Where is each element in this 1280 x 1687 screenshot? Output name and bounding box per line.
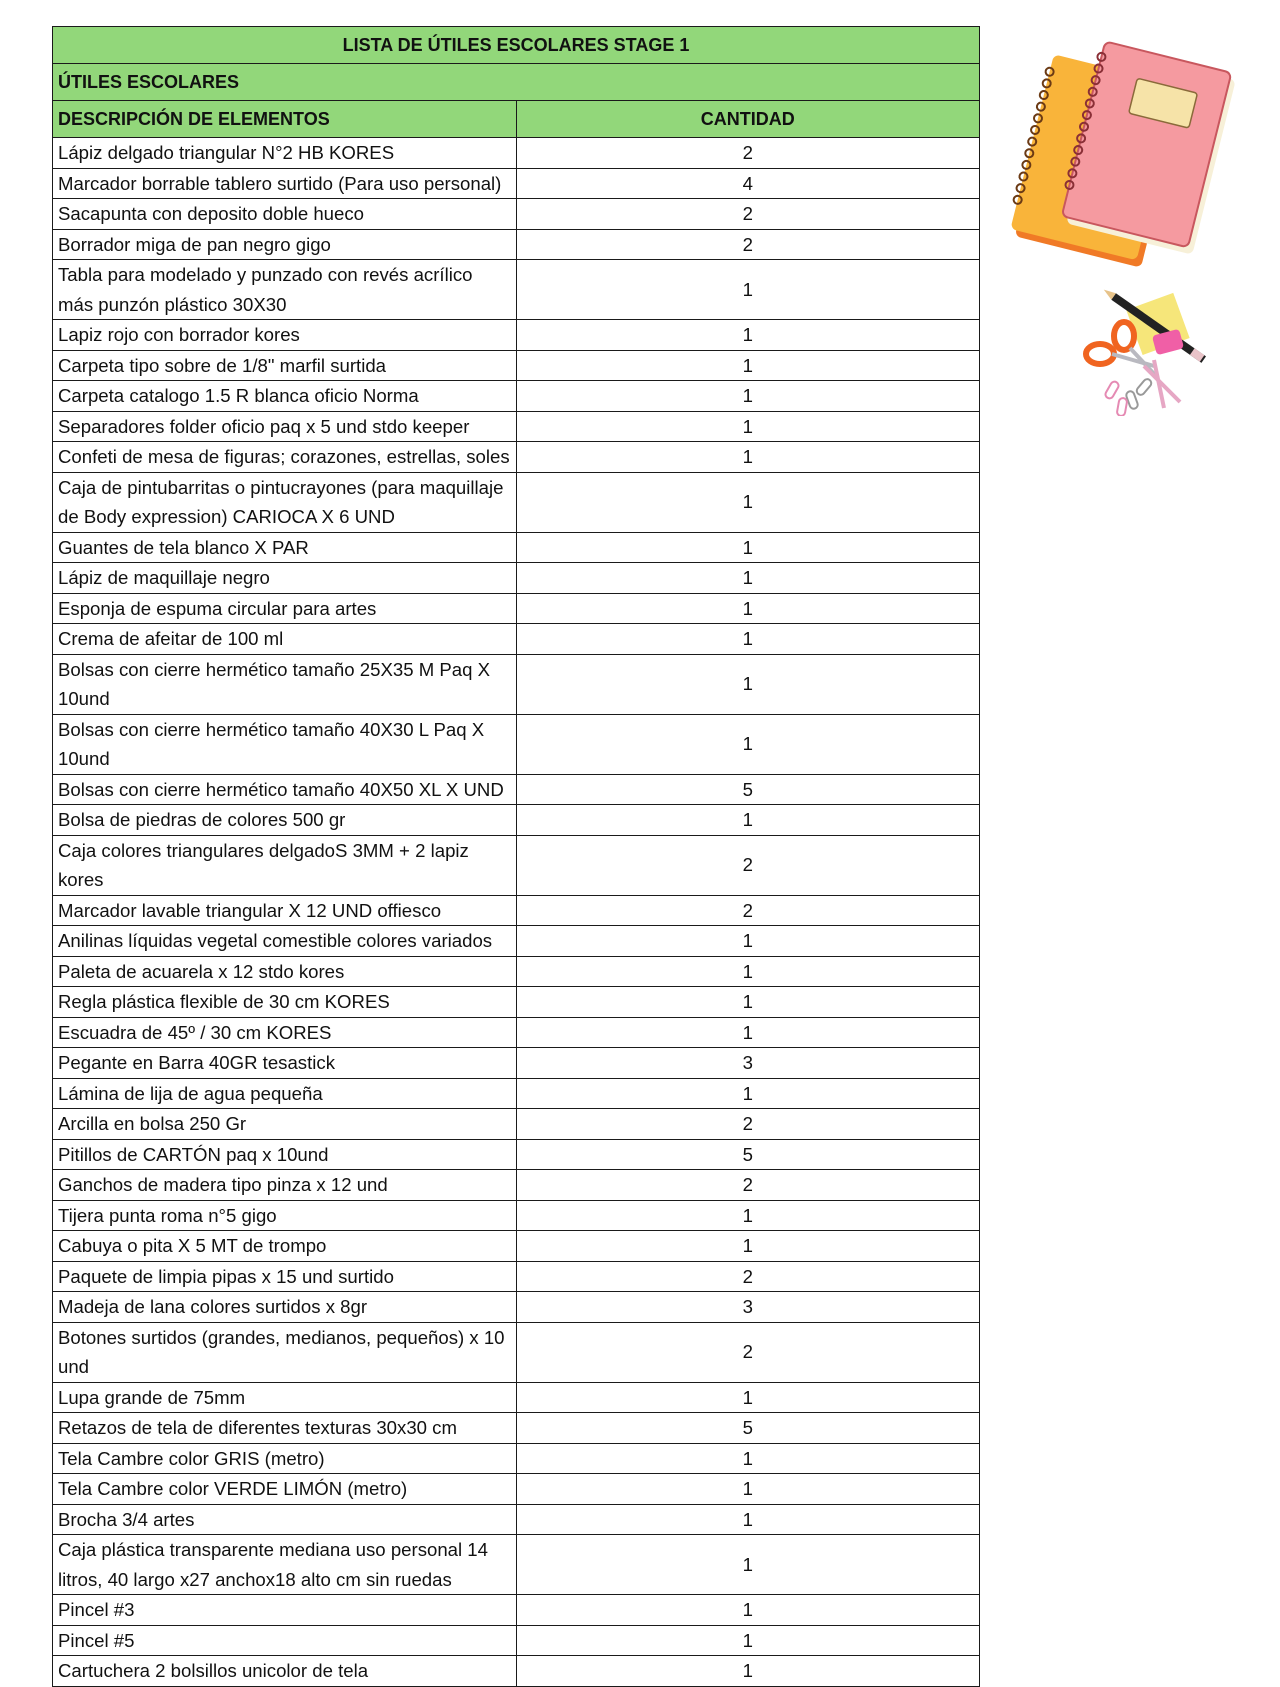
item-description: Tijera punta roma n°5 gigo [53, 1200, 517, 1231]
table-row [53, 1200, 980, 1231]
item-quantity: 1 [516, 654, 980, 714]
item-description: Anilinas líquidas vegetal comestible colores variados [53, 926, 517, 957]
table-row [53, 1078, 980, 1109]
table-row [53, 774, 980, 805]
table-row [53, 1139, 980, 1170]
item-description: Carpeta catalogo 1.5 R blanca oficio Norma [53, 381, 517, 412]
item-description: Lapiz rojo con borrador kores [53, 320, 517, 351]
column-header-row [53, 101, 980, 138]
item-description: Paquete de limpia pipas x 15 und surtido [53, 1261, 517, 1292]
item-quantity: 1 [516, 805, 980, 836]
table-row [53, 624, 980, 655]
table-row [53, 926, 980, 957]
school-supplies-illustration [1004, 36, 1254, 416]
description-column-header: DESCRIPCIÓN DE ELEMENTOS [53, 101, 517, 138]
table-row [53, 442, 980, 473]
item-description: Borrador miga de pan negro gigo [53, 229, 517, 260]
item-quantity: 1 [516, 350, 980, 381]
table-row [53, 1231, 980, 1262]
table-row [53, 1474, 980, 1505]
list-title: LISTA DE ÚTILES ESCOLARES STAGE 1 [53, 27, 980, 64]
item-quantity: 1 [516, 260, 980, 320]
table-row [53, 1413, 980, 1444]
item-quantity: 1 [516, 1382, 980, 1413]
item-description: Lámina de lija de agua pequeña [53, 1078, 517, 1109]
table-row [53, 1382, 980, 1413]
table-row [53, 138, 980, 169]
item-quantity: 1 [516, 593, 980, 624]
item-quantity: 2 [516, 1170, 980, 1201]
item-description: Pincel #3 [53, 1595, 517, 1626]
item-description: Tabla para modelado y punzado con revés acrílico más punzón plástico 30X30 [53, 260, 517, 320]
table-row [53, 987, 980, 1018]
item-quantity: 1 [516, 1504, 980, 1535]
table-row [53, 1109, 980, 1140]
item-description: Tela Cambre color VERDE LIMÓN (metro) [53, 1474, 517, 1505]
item-description: Botones surtidos (grandes, medianos, pequeños) x 10 und [53, 1322, 517, 1382]
item-description: Pegante en Barra 40GR tesastick [53, 1048, 517, 1079]
table-row [53, 714, 980, 774]
table-row [53, 1504, 980, 1535]
item-quantity: 1 [516, 1535, 980, 1595]
supply-list-sheet [52, 26, 980, 1687]
item-description: Lápiz delgado triangular N°2 HB KORES [53, 138, 517, 169]
table-row [53, 472, 980, 532]
item-quantity: 1 [516, 1656, 980, 1687]
item-quantity: 2 [516, 199, 980, 230]
table-row [53, 350, 980, 381]
item-quantity: 2 [516, 835, 980, 895]
item-quantity: 1 [516, 1231, 980, 1262]
item-quantity: 2 [516, 1261, 980, 1292]
item-quantity: 1 [516, 1625, 980, 1656]
table-row [53, 593, 980, 624]
item-quantity: 1 [516, 1078, 980, 1109]
item-quantity: 2 [516, 1322, 980, 1382]
item-quantity: 1 [516, 320, 980, 351]
item-quantity: 2 [516, 229, 980, 260]
table-row [53, 805, 980, 836]
item-description: Crema de afeitar de 100 ml [53, 624, 517, 655]
item-quantity: 2 [516, 895, 980, 926]
item-quantity: 5 [516, 774, 980, 805]
item-description: Carpeta tipo sobre de 1/8" marfil surtida [53, 350, 517, 381]
table-row [53, 532, 980, 563]
table-row [53, 199, 980, 230]
table-row [53, 1261, 980, 1292]
table-row [53, 229, 980, 260]
table-row [53, 1595, 980, 1626]
item-quantity: 5 [516, 1139, 980, 1170]
section-row [53, 64, 980, 101]
item-description: Separadores folder oficio paq x 5 und stdo keeper [53, 411, 517, 442]
item-description: Lupa grande de 75mm [53, 1382, 517, 1413]
item-description: Paleta de acuarela x 12 stdo kores [53, 956, 517, 987]
item-quantity: 1 [516, 442, 980, 473]
table-row [53, 956, 980, 987]
item-description: Bolsas con cierre hermético tamaño 40X30 L Paq X 10und [53, 714, 517, 774]
item-description: Sacapunta con deposito doble hueco [53, 199, 517, 230]
item-description: Caja de pintubarritas o pintucrayones (para maquillaje de Body expression) CARIOCA X 6 UND [53, 472, 517, 532]
section-title: ÚTILES ESCOLARES [53, 64, 980, 101]
item-quantity: 1 [516, 381, 980, 412]
table-row [53, 895, 980, 926]
item-quantity: 5 [516, 1413, 980, 1444]
item-quantity: 1 [516, 956, 980, 987]
item-description: Marcador lavable triangular X 12 UND offiesco [53, 895, 517, 926]
table-row [53, 1656, 980, 1687]
item-description: Regla plástica flexible de 30 cm KORES [53, 987, 517, 1018]
item-quantity: 3 [516, 1048, 980, 1079]
table-row [53, 1048, 980, 1079]
item-description: Cabuya o pita X 5 MT de trompo [53, 1231, 517, 1262]
item-description: Madeja de lana colores surtidos x 8gr [53, 1292, 517, 1323]
item-description: Caja colores triangulares delgadoS 3MM + 2 lapiz kores [53, 835, 517, 895]
quantity-column-header: CANTIDAD [516, 101, 980, 138]
item-description: Bolsas con cierre hermético tamaño 40X50 XL X UND [53, 774, 517, 805]
item-description: Escuadra de 45º / 30 cm KORES [53, 1017, 517, 1048]
item-description: Pincel #5 [53, 1625, 517, 1656]
table-row [53, 168, 980, 199]
item-quantity: 1 [516, 1595, 980, 1626]
item-quantity: 1 [516, 1200, 980, 1231]
table-row [53, 563, 980, 594]
item-description: Lápiz de maquillaje negro [53, 563, 517, 594]
table-row [53, 1292, 980, 1323]
item-quantity: 1 [516, 1443, 980, 1474]
table-row [53, 1322, 980, 1382]
item-description: Ganchos de madera tipo pinza x 12 und [53, 1170, 517, 1201]
item-description: Brocha 3/4 artes [53, 1504, 517, 1535]
item-quantity: 1 [516, 987, 980, 1018]
item-quantity: 1 [516, 472, 980, 532]
item-quantity: 4 [516, 168, 980, 199]
table-row [53, 1625, 980, 1656]
item-quantity: 1 [516, 1017, 980, 1048]
table-row [53, 654, 980, 714]
item-quantity: 2 [516, 138, 980, 169]
table-row [53, 1443, 980, 1474]
table-row [53, 1017, 980, 1048]
item-description: Esponja de espuma circular para artes [53, 593, 517, 624]
item-description: Caja plástica transparente mediana uso personal 14 litros, 40 largo x27 anchox18 alto cm sin ruedas [53, 1535, 517, 1595]
item-description: Guantes de tela blanco X PAR [53, 532, 517, 563]
item-quantity: 1 [516, 714, 980, 774]
table-row [53, 381, 980, 412]
item-description: Bolsa de piedras de colores 500 gr [53, 805, 517, 836]
item-quantity: 1 [516, 926, 980, 957]
table-row [53, 320, 980, 351]
notebooks-icon [1004, 36, 1254, 416]
table-row [53, 411, 980, 442]
title-row [53, 27, 980, 64]
item-description: Bolsas con cierre hermético tamaño 25X35 M Paq X 10und [53, 654, 517, 714]
item-quantity: 1 [516, 563, 980, 594]
item-quantity: 2 [516, 1109, 980, 1140]
item-description: Retazos de tela de diferentes texturas 30x30 cm [53, 1413, 517, 1444]
item-description: Confeti de mesa de figuras; corazones, estrellas, soles [53, 442, 517, 473]
item-description: Marcador borrable tablero surtido (Para uso personal) [53, 168, 517, 199]
item-description: Cartuchera 2 bolsillos unicolor de tela [53, 1656, 517, 1687]
table-row [53, 1170, 980, 1201]
item-quantity: 3 [516, 1292, 980, 1323]
item-description: Pitillos de CARTÓN paq x 10und [53, 1139, 517, 1170]
table-row [53, 1535, 980, 1595]
item-quantity: 1 [516, 624, 980, 655]
table-row [53, 260, 980, 320]
item-description: Arcilla en bolsa 250 Gr [53, 1109, 517, 1140]
item-quantity: 1 [516, 411, 980, 442]
supply-table [52, 26, 980, 1687]
item-description: Tela Cambre color GRIS (metro) [53, 1443, 517, 1474]
item-quantity: 1 [516, 1474, 980, 1505]
table-row [53, 835, 980, 895]
item-quantity: 1 [516, 532, 980, 563]
